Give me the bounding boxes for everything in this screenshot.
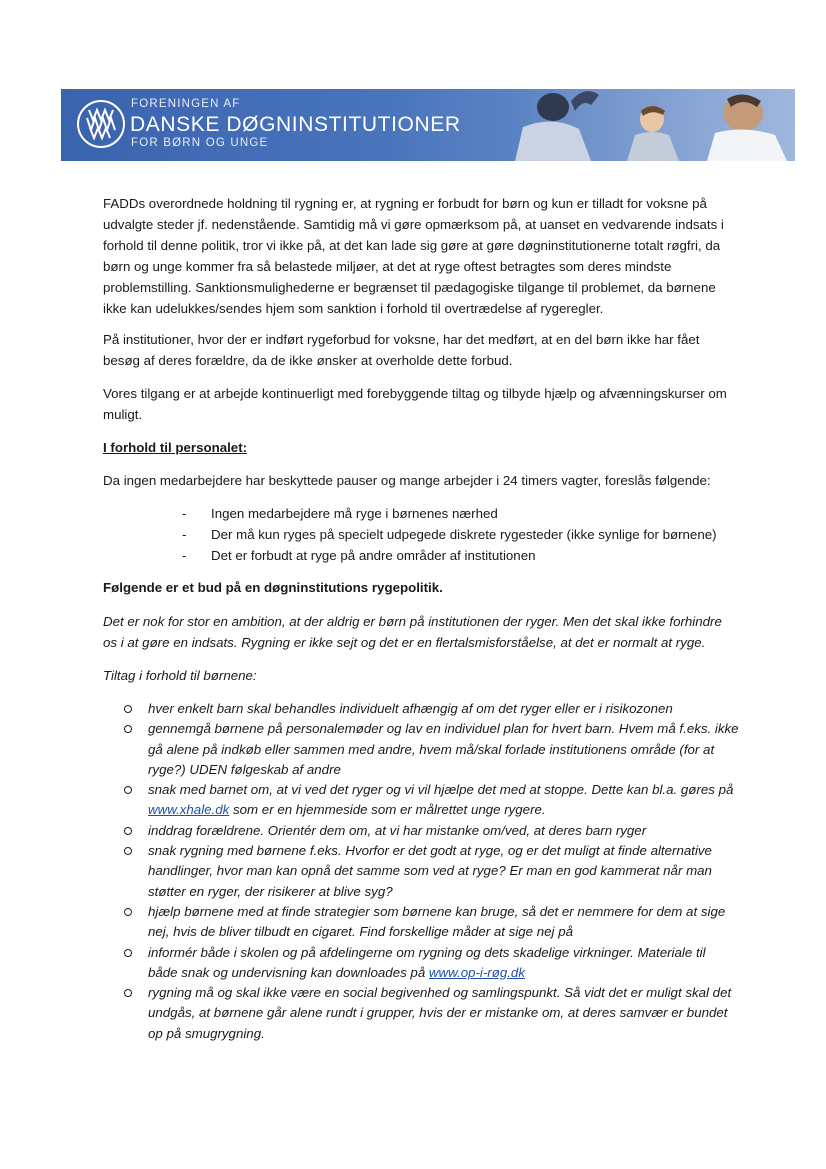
text-line: FADDs overordnede holdning til rygning er, at rygning er forbudt for børn og kun er tilladt for voksne på xyxy=(103,196,707,211)
text-line: ikke kan udelukkes/sendes hjem som sanktion i forhold til overtrædelse af rygeregler. xyxy=(103,301,604,316)
list-item: - Det er forbudt at ryge på andre områder af institutionen xyxy=(182,545,717,566)
org-logo-icon xyxy=(77,100,125,148)
list-item: snak med barnet om, at vi ved det ryger og vi vil hjælpe det med at stoppe. Dette kan bl.a. gøres på www.xhale.dk som er en hjemmeside som er målrettet unge rygere. xyxy=(122,780,739,821)
dash-bullet: - xyxy=(182,527,187,542)
intro-paragraph-2 xyxy=(103,329,743,371)
policy-intro xyxy=(103,611,743,653)
circle-bullet-icon xyxy=(124,705,132,713)
text-line: problemstilling. Sanktionsmulighederne er begrænset til pædagogiske tilgange til problemet, da børnene xyxy=(103,280,716,295)
text-line: børn og unge kommer fra så belastede miljøer, at det at ryge oftest betragtes som deres mindste xyxy=(103,259,672,274)
list-item: informér både i skolen og på afdelingerne om rygning og dets skadelige virkninger. Materiale til både snak og undervisning kan downloades på www.op-i-røg.dk xyxy=(122,943,739,984)
org-name-line3: FOR BØRN OG UNGE xyxy=(131,137,269,149)
dash-bullet: - xyxy=(182,548,187,563)
list-item: - Ingen medarbejdere må ryge i børnenes nærhed xyxy=(182,503,717,524)
org-name: DANSKE DØGNINSTITUTIONER xyxy=(130,113,461,136)
header-banner xyxy=(61,89,795,161)
circle-bullet-icon xyxy=(124,827,132,835)
text-line: os i at gøre en indsats. Rygning er ikke sejt og det er en flertalsmisforståelse, at det er normalt at ryge. xyxy=(103,635,706,650)
list-item: snak rygning med børnene f.eks. Hvorfor er det godt at ryge, og er det muligt at finde alternative handlinger, hvor man kan opnå det samme som ved at ryge? Er man en god kammerat når man støtter en ryger, der risikerer at blive syg? xyxy=(122,841,739,902)
op-i-roeg-link[interactable]: www.op-i-røg.dk xyxy=(428,964,525,980)
list-item: inddrag forældrene. Orientér dem om, at vi har mistanke om/ved, at deres barn ryger xyxy=(122,821,739,841)
text-line: Det er nok for stor en ambition, at der aldrig er børn på institutionen der ryger. Men det skal ikke forhindre xyxy=(103,614,722,629)
text-line: Vores tilgang er at arbejde kontinuerligt med forebyggende tiltag og tilbyde hjælp og afvænningskurser om xyxy=(103,386,727,401)
text-line: udvalgte steder jf. nedenstående. Samtidig må vi gøre opmærksom på, at uanset en vedvarende indsats i xyxy=(103,217,724,232)
xhale-link[interactable]: www.xhale.dk xyxy=(148,802,230,818)
list-item: gennemgå børnene på personalemøder og lav en individuel plan for hvert barn. Hvem må f.eks. ikke gå alene på indkøb eller sammen med andre, hvem må/skal forlade institutionens område (for at ryge?) UDEN følgeskab af andre xyxy=(122,719,739,780)
circle-bullet-icon xyxy=(124,949,132,957)
children-measures-list xyxy=(122,699,739,1044)
list-item: hjælp børnene med at finde strategier som børnene kan bruge, så det er nemmere for dem at sige nej, hvis de bliver tilbudt en cigaret. Find forskellige måder at sige nej på xyxy=(122,902,739,943)
staff-heading: I forhold til personalet: xyxy=(103,440,248,455)
text-line: På institutioner, hvor der er indført rygeforbud for voksne, har det medført, at en del børn ikke har fået xyxy=(103,332,700,347)
text-line: besøg af deres forældre, da de ikke ønsker at overholde dette forbud. xyxy=(103,353,513,368)
circle-bullet-icon xyxy=(124,989,132,997)
org-name-line1: FORENINGEN AF xyxy=(131,98,241,110)
circle-bullet-icon xyxy=(124,725,132,733)
list-item: - Der må kun ryges på specielt udpegede diskrete rygesteder (ikke synlige for børnene) xyxy=(182,524,717,545)
text-line: forhold til denne politik, tror vi ikke på, at det kan lade sig gøre at gøre døgninstitutionerne totalt røgfri, da xyxy=(103,238,721,253)
staff-lead: Da ingen medarbejdere har beskyttede pauser og mange arbejder i 24 timers vagter, foreslås følgende: xyxy=(103,473,711,488)
circle-bullet-icon xyxy=(124,786,132,794)
banner-photo xyxy=(475,89,795,161)
list-item: rygning må og skal ikke være en social begivenhed og samlingspunkt. Så vidt det er muligt skal det undgås, at børnene går alene rundt i grupper, hvis der er mistanke om, at deres samvær er bundet op på smugrygning. xyxy=(122,983,739,1044)
text-line: muligt. xyxy=(103,407,143,422)
policy-heading: Følgende er et bud på en døgninstitutions rygepolitik. xyxy=(103,580,443,595)
staff-rules-list xyxy=(182,503,717,566)
circle-bullet-icon xyxy=(124,908,132,916)
list-item: hver enkelt barn skal behandles individuelt afhængig af om det ryger eller er i risikozonen xyxy=(122,699,739,719)
intro-paragraph-3 xyxy=(103,383,743,425)
circle-bullet-icon xyxy=(124,847,132,855)
intro-paragraph-1 xyxy=(103,193,743,319)
children-heading: Tiltag i forhold til børnene: xyxy=(103,668,257,683)
dash-bullet: - xyxy=(182,506,187,521)
